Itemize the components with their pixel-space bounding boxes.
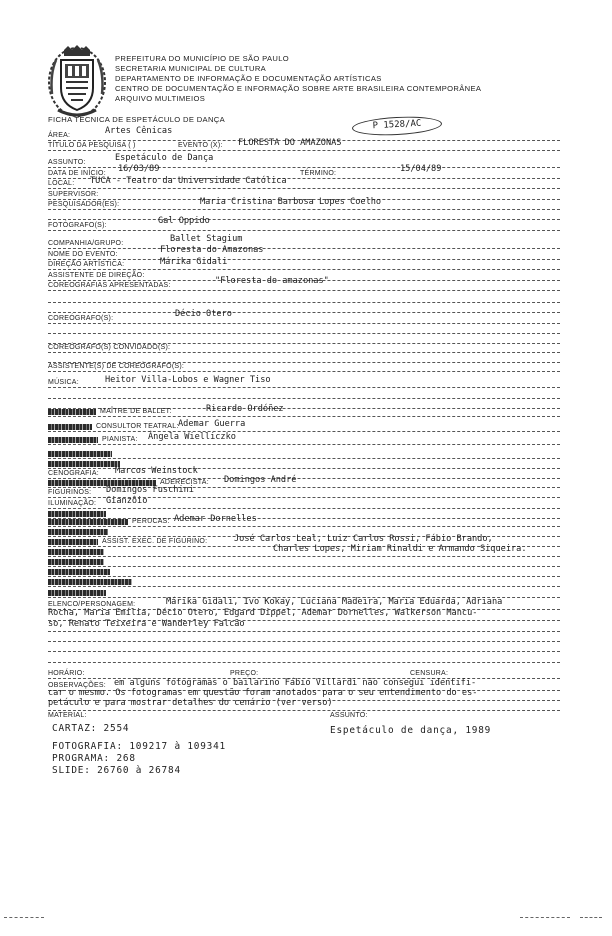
- label-preco: PREÇO:: [230, 670, 259, 677]
- row-struck: [48, 576, 560, 587]
- value-musica: Heitor Villa-Lobos e Wagner Tiso: [105, 375, 271, 385]
- row-musica: [48, 377, 560, 388]
- row-fotografo: [48, 216, 560, 231]
- label-assunto: ASSUNTO:: [48, 159, 86, 166]
- label-pesquisador: PESQUISADOR(ES):: [48, 201, 120, 208]
- label-assistente-coreografo: ASSISTENTE(S) DE COREÓGRAFO(S):: [48, 363, 185, 370]
- value-perucas: Ademar Dornelles: [174, 514, 257, 524]
- label-iluminacao: ILUMINAÇÃO:: [48, 500, 97, 507]
- value-observacoes-line2: car o mesmo. Os fotogramas em questão foram anotados para o seu entendimento do es-: [48, 688, 478, 698]
- label-titulo: TÍTULO DA PESQUISA ( ): [48, 142, 136, 149]
- row-pianista: [48, 434, 560, 445]
- form-title: FICHA TÉCNICA DE ESPETÁCULO DE DANÇA: [48, 115, 226, 124]
- value-assunto: Espetáculo de Dança: [115, 153, 214, 163]
- label-perucas: PERUCAS:: [132, 518, 170, 525]
- value-termino: 15/04/89: [400, 164, 442, 174]
- value-coreografo: Décio Otero: [175, 309, 232, 319]
- label-fotografo: FOTÓGRAFO(S):: [48, 222, 107, 229]
- struck-out-text: [48, 519, 128, 525]
- scan-edge-mark: [4, 917, 44, 918]
- label-assist-figurino: ASSIST. EXEC. DE FIGURINO:: [102, 538, 208, 545]
- row-local: [48, 178, 560, 189]
- row-material: [48, 709, 560, 720]
- struck-out-text: [48, 437, 98, 443]
- header-line-1: PREFEITURA DO MUNICÍPIO DE SÃO PAULO: [115, 54, 290, 63]
- value-elenco-line1: Márika Gidali, Ivo Kokay, Luciana Madeira, Maria Eduarda, Adriana: [166, 597, 503, 607]
- value-elenco-line3: so, Renato Teixeira e Wanderley Falcão: [48, 619, 245, 629]
- label-musica: MÚSICA:: [48, 379, 79, 386]
- row-maitre: [48, 406, 560, 417]
- header-line-5: ARQUIVO MULTIMEIOS: [115, 94, 206, 103]
- cartaz-entry: CARTAZ: 2554: [52, 723, 130, 734]
- row-blank: [48, 302, 560, 313]
- value-pianista: Ângela Wielliczko: [148, 432, 236, 442]
- scan-edge-mark: [580, 917, 602, 918]
- row-direcao: [48, 259, 560, 270]
- row-titulo: [48, 140, 560, 151]
- value-nome-evento: Floresta do Amazonas: [160, 245, 264, 255]
- row-consultor: [48, 421, 560, 432]
- label-direcao: DIREÇÃO ARTÍSTICA:: [48, 261, 125, 268]
- label-horario: HORÁRIO:: [48, 670, 85, 677]
- scan-edge-mark: [520, 917, 570, 918]
- label-coreografias: COREOGRAFIAS APRESENTADAS:: [48, 282, 171, 289]
- label-figurinos: FIGURINOS:: [48, 489, 92, 496]
- fotografia-entry: FOTOGRAFIA: 109217 à 109341: [52, 741, 226, 752]
- label-material-assunto: ASSUNTO:: [330, 712, 368, 719]
- struck-out-text: [48, 549, 104, 555]
- value-elenco-line2: Rocha, Maria Emília, Décio Otero, Edgard Dippel, Ademar Dornelles, Walkerson Mancu-: [48, 608, 478, 618]
- value-iluminacao: Gianzôio: [106, 496, 148, 506]
- struck-out-text: [48, 569, 110, 575]
- value-figurinos: Domingos Fuschini: [106, 485, 194, 495]
- value-local: TUCA - Teatro da Universidade Católica: [90, 176, 287, 186]
- label-nome-evento: NOME DO EVENTO:: [48, 251, 118, 258]
- struck-out-text: [48, 529, 108, 535]
- value-pesquisador: Maria Cristina Barbosa Lopes Coelho: [200, 197, 382, 207]
- header-line-4: CENTRO DE DOCUMENTAÇÃO E INFORMAÇÃO SOBRE ARTE BRASILEIRA CONTEMPORÂNEA: [115, 84, 482, 93]
- label-local: LOCAL:: [48, 180, 75, 187]
- label-observacoes: OBSERVAÇÕES:: [48, 682, 106, 689]
- label-coreografo: COREÓGRAFO(S):: [48, 315, 114, 322]
- struck-out-text: [48, 461, 120, 467]
- label-termino: TÉRMINO:: [300, 170, 337, 177]
- row-blank: [48, 641, 560, 652]
- struck-out-text: [48, 451, 112, 457]
- row-assistente-coreografo: [48, 361, 560, 372]
- label-pianista: PIANISTA:: [102, 436, 138, 443]
- value-companhia: Ballet Stagium: [170, 234, 243, 244]
- label-coreografo-convidado: COREÓGRAFO(S) CONVIDADO(S):: [48, 344, 171, 351]
- value-area: Artes Cênicas: [105, 126, 173, 136]
- label-assistente-direcao: ASSISTENTE DE DIREÇÃO:: [48, 272, 145, 279]
- label-elenco: ELENCO/PERSONAGEM:: [48, 601, 136, 608]
- row-coreografias: [48, 276, 560, 291]
- material-assunto-value: Espetáculo de dança, 1989: [330, 725, 492, 736]
- row-companhia: [48, 234, 560, 249]
- value-observacoes-line1: em alguns fotogramas o bailarino Fábio Villardi não consegui identifi-: [114, 678, 477, 688]
- value-data-inicio: 16/03/89: [118, 164, 160, 174]
- row-blank: [48, 652, 560, 663]
- header-line-2: SECRETARIA MUNICIPAL DE CULTURA: [115, 64, 267, 73]
- struck-out-text: [48, 590, 106, 596]
- struck-out-text: [48, 579, 132, 585]
- value-coreografias: "Floresta do amazonas": [215, 276, 329, 286]
- value-assist-figurino-line1: José Carlos Leal, Luiz Carlos Rossi, Fábio Brando,: [234, 534, 493, 544]
- value-evento: FLORESTA DO AMAZONAS: [238, 138, 342, 148]
- label-maitre: MAÎTRE DE BALLET:: [100, 408, 172, 415]
- programa-entry: PROGRAMA: 268: [52, 753, 136, 764]
- value-fotografo: Gal Oppido: [158, 216, 210, 226]
- value-aderecista: Domingos André: [224, 475, 297, 485]
- struck-out-text: [48, 409, 96, 415]
- struck-out-text: [48, 559, 104, 565]
- coat-of-arms-logo: [46, 44, 108, 118]
- value-consultor: Ademar Guerra: [178, 419, 246, 429]
- archive-stamp: P 1528/AC: [352, 115, 443, 138]
- label-consultor: CONSULTOR TEATRAL:: [96, 423, 179, 430]
- value-assist-figurino-line2: Charles Lopes, Miriam Rinaldi e Armando Siqueira.: [273, 544, 527, 554]
- value-maitre: Ricardo Ordóñez: [206, 404, 284, 414]
- label-aderecista: ADERECISTA:: [160, 479, 209, 486]
- label-supervisor: SUPERVISOR:: [48, 191, 99, 198]
- label-material: MATERIAL:: [48, 712, 87, 719]
- struck-out-text: [48, 424, 92, 430]
- header-line-3: DEPARTAMENTO DE INFORMAÇÃO E DOCUMENTAÇÃO ARTÍSTICAS: [115, 74, 382, 83]
- label-area: ÁREA:: [48, 132, 71, 139]
- label-censura: CENSURA:: [410, 670, 449, 677]
- struck-out-text: [48, 539, 98, 545]
- value-direcao: Márika Gidali: [160, 257, 228, 267]
- value-cenografia: Marcos Weinstock: [115, 466, 198, 476]
- slide-entry: SLIDE: 26760 à 26784: [52, 765, 181, 776]
- label-evento: EVENTO (X):: [178, 142, 223, 149]
- label-cenografia: CENOGRAFIA:: [48, 470, 99, 477]
- row-blank: [48, 209, 560, 220]
- label-data-inicio: DATA DE INÍCIO:: [48, 170, 106, 177]
- label-companhia: COMPANHIA/GRUPO:: [48, 240, 124, 247]
- value-observacoes-line3: petáculo e para mostrar detalhes do cenário (ver verso): [48, 698, 333, 708]
